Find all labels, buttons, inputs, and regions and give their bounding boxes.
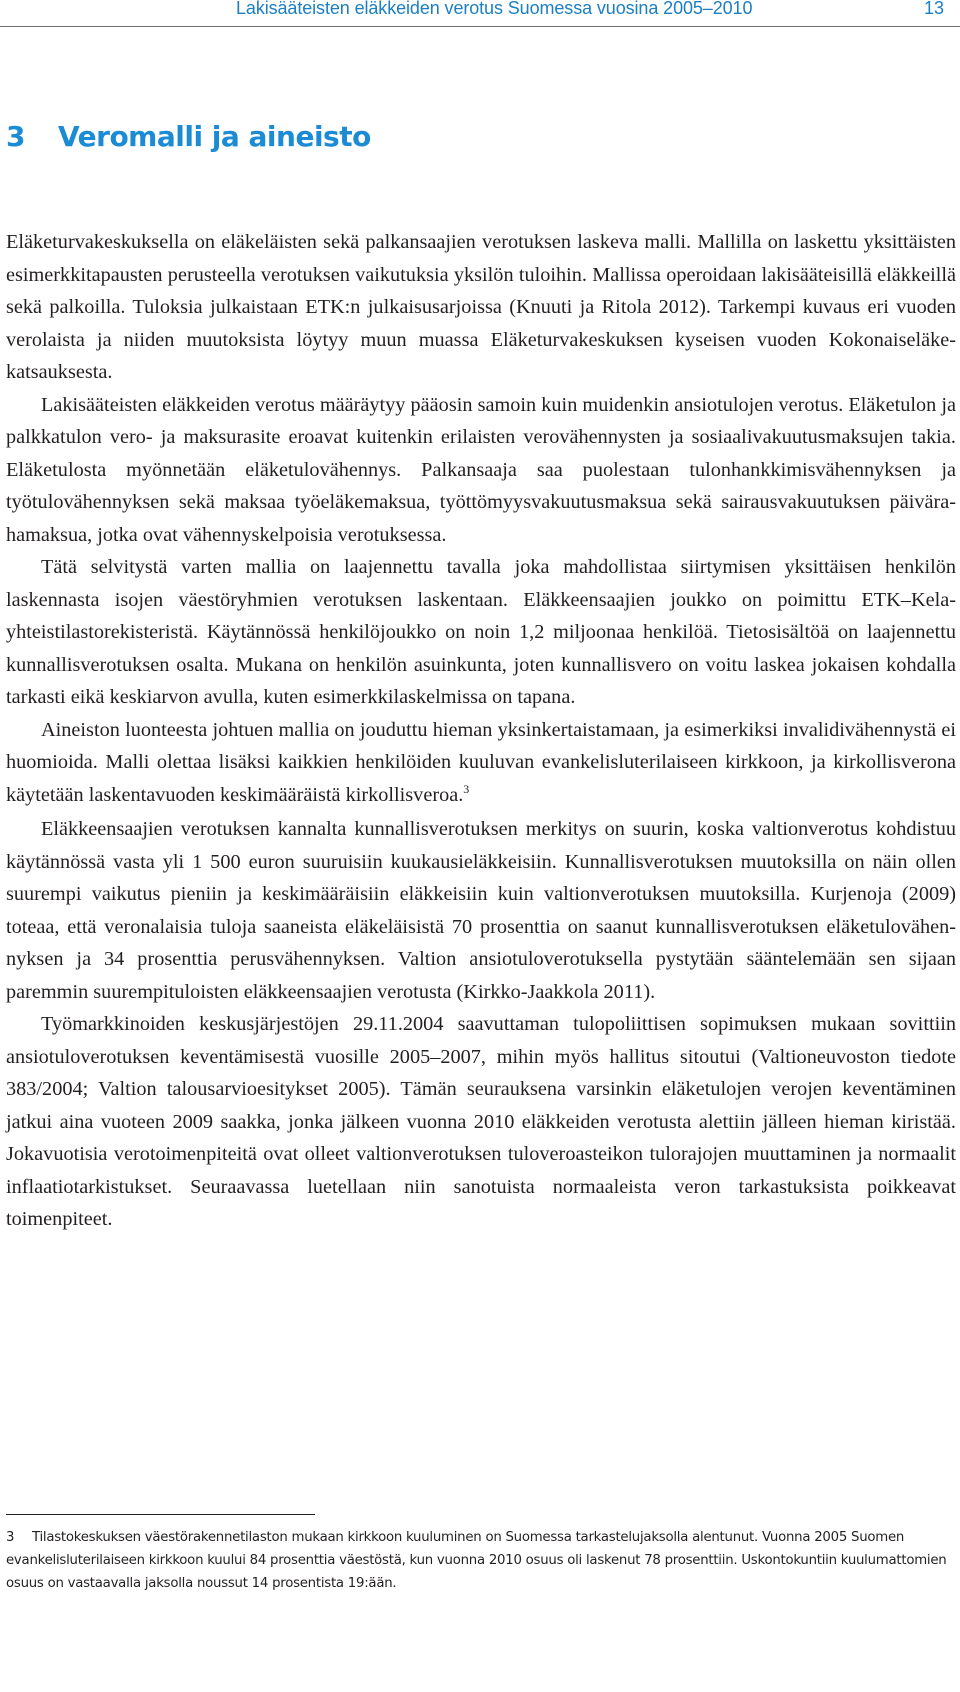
chapter-title: Veromalli ja aineisto	[58, 120, 371, 153]
paragraph: Tätä selvitystä varten mallia on laajennettu tavalla joka mahdollistaa siirtymisen yksittäisen henkilön laskennasta isojen väestöryhmien verotuksen laskentaan. Eläkkeensaajien joukko on poimittu ETK–Kela-yhteistilastorekisteristä. Käytännössä henkilöjoukko on noin 1,2 miljoonaa henkilöä. Tietosisältöä on laajennettu kunnallisverotuksen osalta. Mukana on henkilön asuinkunta, joten kunnallisvero on voitu laskea jokaisen kohdalla tarkasti eikä keskiarvon avulla, kuten esimerkkilaskelmissa on tapana.	[6, 556, 956, 708]
page-number: 13	[924, 0, 945, 18]
footnote-reference[interactable]: 3	[463, 781, 470, 796]
body-text	[6, 226, 956, 1236]
chapter-number: 3	[6, 120, 25, 153]
paragraph: Työmarkkinoiden keskusjärjestöjen 29.11.2004 saavuttaman tulopoliittisen sopimuksen mukaan sovittiin ansiotuloverotuksen keventämisestä vuosille 2005–2007, mihin myös hallitus sitoutui (Valtioneuvoston tiedote 383/2004; Valtion talousarvioesitykset 2005). Tämän seurauksena varsinkin eläketulojen verojen keventäminen jatkui aina vuoteen 2009 saakka, jonka jälkeen vuonna 2010 eläkkeiden verotusta alettiin jälleen hieman kiristää. Jokavuotisia verotoimenpiteitä ovat olleet valtionverotuksen tuloveroasteikon tulorajojen muuttaminen ja normaalit inflaatiotarkistukset. Seuraavassa luetellaan niin sanotuista normaaleista veron tarkastuksista poikkeavat toimenpiteet.	[6, 1013, 956, 1230]
running-title: Lakisääteisten eläkkeiden verotus Suomessa vuosina 2005–2010	[236, 0, 753, 18]
footnote-divider	[6, 1514, 315, 1515]
paragraph-text: Aineiston luonteesta johtuen mallia on jouduttu hieman yksinkertaistamaan, ja esimerkiksi invalidivähennystä ei huomioida. Malli olettaa lisäksi kaikkien henkilöiden kuuluvan evankelisluterilaiseen kirkkoon, ja kirkollisverona käytetään laskentavuoden keskimääräistä kirkollisveroa.	[6, 718, 956, 806]
paragraph: Eläkkeensaajien verotuksen kannalta kunnallisverotuksen merkitys on suurin, koska valtionverotus kohdistuu käytännössä vasta yli 1 500 euron suuruisiin kuukausieläkkeisiin. Kunnallisverotuksen muutoksilla on näin ollen suurempi vaikutus pieniin ja keskimääräisiin eläkkeisiin kuin valtionverotuksen muutoksilla. Kurjenoja (2009) toteaa, että veronalaisia tuloja saaneista eläkeläisistä 70 prosenttia on saanut kunnallisverotuksen eläketulovähennyksen ja 34 prosenttia perusvähennyksen. Valtion ansiotuloverotuksella pystytään sääntelemään sen sijaan paremmin suurempituloisten eläkkeensaajien verotusta (Kirkko-Jaakkola 2011).	[6, 818, 956, 1003]
footnote-number: 3	[6, 1530, 15, 1545]
footnote	[6, 1526, 956, 1595]
running-header	[0, 0, 960, 27]
chapter-heading	[6, 120, 371, 153]
paragraph: Lakisääteisten eläkkeiden verotus määräytyy pääosin samoin kuin muidenkin ansiotulojen verotus. Eläketulon ja palkkatulon vero- ja maksurasite eroavat kuitenkin erilaisten verovähennysten ja sosiaalivakuutusmaksujen takia. Eläketulosta myönnetään eläketulovähennys. Palkansaaja saa puolestaan tulonhankkimisvähennyksen ja työtulovähennyksen sekä maksaa työeläkemaksua, työttömyysvakuutusmaksua sekä sairausvakuutuksen päivärahamaksua, jotka ovat vähennyskelpoisia verotuksessa.	[6, 393, 956, 546]
paragraph	[6, 714, 956, 814]
footnote-text: Tilastokeskuksen väestörakennetilaston mukaan kirkkoon kuuluminen on Suomessa tarkastelujaksolla alentunut. Vuonna 2005 Suomen evankelisluterilaiseen kirkkoon kuului 84 prosenttia väestöstä, kun vuonna 2010 osuus oli laskenut 78 prosenttiin. Uskontokuntiin kuulumattomien osuus on vastaavalla jaksolla noussut 14 prosentista 19:ään.	[6, 1530, 951, 1591]
paragraph: Eläketurvakeskuksella on eläkeläisten sekä palkansaajien verotuksen laskeva malli. Mallilla on laskettu yksittäisten esimerkkitapausten perusteella verotuksen vaikutuksia yksilön tuloihin. Mallissa operoidaan lakisääteisillä eläkkeillä sekä palkoilla. Tuloksia julkaistaan ETK:n julkaisusarjoissa (Knuuti ja Ritola 2012). Tarkempi kuvaus eri vuoden verolaista ja niiden muutoksista löytyy muun muassa Eläketurvakeskuksen kyseisen vuoden Kokonaiseläke-katsauksesta.	[6, 231, 956, 383]
